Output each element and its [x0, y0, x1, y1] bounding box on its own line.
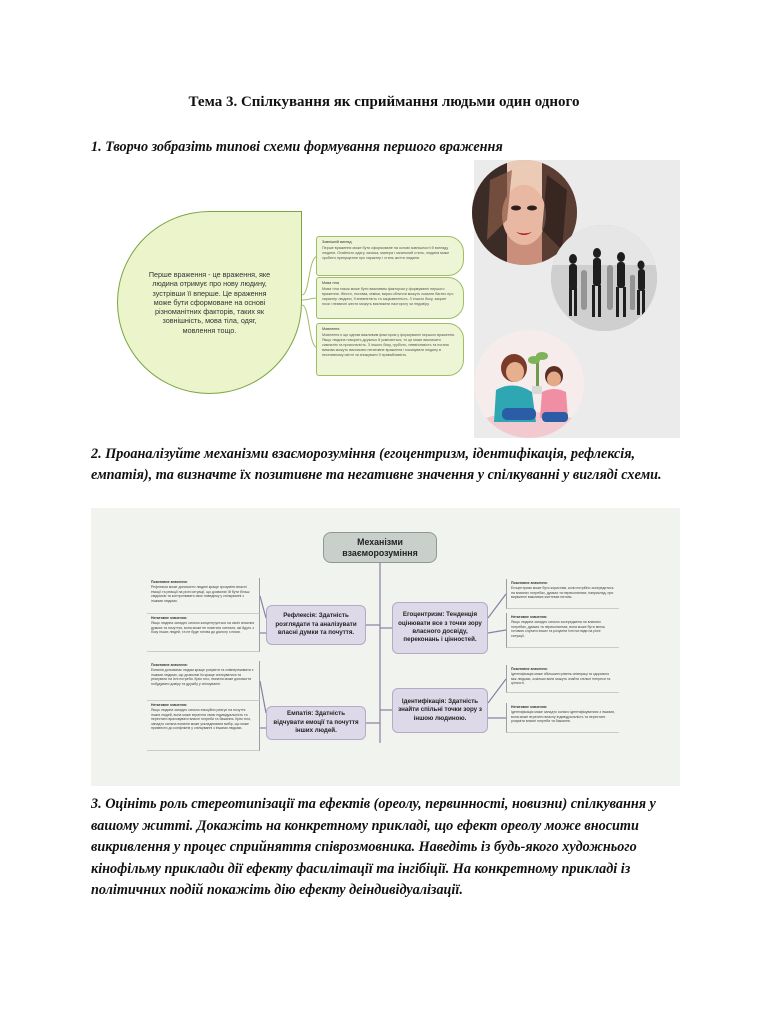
node-egocentrism: Егоцентризм: Тенденція оцінювати все з точки зору власного досвіду, переконань і цінностей. — [392, 602, 488, 654]
note-text: Ідентифікація може занадто сильно ідентифікуватися з іншими, вона може втратити власну індивідуальність та перестати розуміти власні потреби та бажання. — [511, 710, 615, 724]
note-heading: Негативне значення: — [511, 615, 548, 619]
note-text: Якщо людина занадто сильно зосереджена на власних потребах, думках та переконаннях, вона може бути менш готовою слухати інших та розуміти їхні погляди на різні ситуації. — [511, 620, 605, 638]
note-reflection-negative — [147, 614, 260, 652]
first-impression-definition-shape — [117, 211, 302, 394]
first-impression-definition-text: Перше враження - це враження, яке людина отримує про нову людину, зустрівши її вперше. Це враження може бути сформоване на основі різноманітних факторів, таких як зовнішність, мова тіла, одяг, мовлення тощо. — [148, 270, 271, 335]
factor-box-appearance — [316, 236, 464, 276]
mutual-understanding-mindmap — [91, 508, 680, 786]
factor-text: Мовлення є ще одним важливим фактором у формуванні першого враження. Якщо людина говорить дружньо й усміхається, то це може викликати симпатію та прихильність. З іншого боку, грубість, неввічливість та погана вимова можуть викликати негативне враження і показувати людину в негативному світлі чи знижувати її привабливість. — [322, 333, 455, 357]
factor-box-body-language — [316, 277, 464, 319]
note-heading: Позитивне значення: — [151, 663, 188, 667]
note-reflection-positive — [147, 578, 260, 614]
node-reflection: Рефлексія: Здатність розглядати та аналізувати власні думки та почуття. — [266, 605, 366, 645]
node-identification: Ідентифікація: Здатність знайти спільні точки зору з іншою людиною. — [392, 688, 488, 733]
note-heading: Позитивне значення: — [151, 580, 188, 584]
first-impression-scheme — [91, 160, 680, 438]
note-text: Ідентифікація може збільшити рівень співпраці та здорового між людьми, оскільки вони можуть знайти спільні інтереси та цінності. — [511, 672, 611, 686]
note-identification-positive — [506, 665, 619, 693]
note-heading: Позитивне значення: — [511, 667, 548, 671]
note-empathy-positive — [147, 661, 260, 701]
note-identification-negative — [506, 703, 619, 733]
factor-text: Перше враження може бути сформоване на основі зовнішності й вигляду людини. Охайність одягу, зачіска, манера і загальний стиль, людина може зробити припущення про характер і стиль життя людини. — [322, 246, 450, 260]
page-title: Тема 3. Спілкування як сприймання людьми один одного — [188, 94, 580, 110]
note-egocentrism-positive — [506, 579, 619, 609]
task-3-heading: 3. Оцініть роль стереотипізації та ефектів (ореолу, первинності, новизни) спілкування у вашому житті. Докажіть на конкретному прикладі, що ефект ореолу може вносити викривлення у процес сприйняття співрозмовника. Наведіть із будь-якого художнього кінофільму приклади дії ефекту фасилітації та інгібіції. На конкретному прикладі із політичних подій покажіть дію ефекту деіндивідуалізації. — [91, 796, 656, 898]
note-text: Рефлексія може допомогти людині краще зрозуміти власні емоції та реакції на різні ситуації, що дозволяє їй бути більш свідомою та контролювати своє поведінку у спілкуванні з іншими людьми. — [151, 585, 250, 603]
note-heading: Негативне значення: — [511, 705, 548, 709]
node-empathy: Емпатія: Здатність відчувати емоції та почуття інших людей. — [266, 706, 366, 740]
task-1-heading: 1. Творчо зобразіть типові схеми формування першого враження — [91, 139, 503, 155]
note-text: Егоцентризм може бути корисним, коли потрібно зосередитись на власних потребах, думках та переконаннях, наприклад, при вирішенні важливих життєвих питань. — [511, 586, 614, 600]
note-text: Якщо людина занадто сильно емоційно реагує на почуття інших людей, вона може втратити свою індивідуальність та перестати враховувати власні потреби та бажання. Крім того, занадто сильна емпатія може ускладнювати вибір, що може призвести до конфліктів у спілкуванні з іншими людьми. — [151, 708, 252, 731]
factor-heading: Мовлення — [322, 327, 340, 331]
note-heading: Негативне значення: — [151, 703, 188, 707]
note-heading: Позитивне значення: — [511, 581, 548, 585]
factor-heading: Мова тіла — [322, 281, 339, 285]
mindmap-root-node: Механізми взаєморозуміння — [323, 532, 437, 563]
factor-text: Мова тіла також може бути важливим фактором у формуванні першого враження. Жести, постава, міміка, вираз обличчя можуть сказати багато про характер людини, її впевненість та зацікавленість. З іншого боку, закриті пози і незвичні жести можуть викликати насторогу чи недовіру. — [322, 287, 454, 306]
silhouettes-photo — [551, 225, 657, 331]
friends-illustration — [474, 330, 584, 438]
factor-heading: Зовнішній вигляд — [322, 240, 352, 244]
note-empathy-negative — [147, 701, 260, 751]
note-egocentrism-negative — [506, 613, 619, 648]
note-heading: Негативне значення: — [151, 616, 188, 620]
note-text: Емпатія допомагає людям краще розуміти та співпереживати з іншими людьми, що дозволяє їм краще спілкуватися та реагувати на їхні потреби. Крім того, емпатія може допомогти побудувати довіру та дружбу у спілкуванні. — [151, 668, 254, 686]
note-text: Якщо людина занадто сильно концентрується на своїх власних думках та почуттях, вона може не помітити сигнали, які йдуть з боку інших людей, та не буде готова до діалогу з ними. — [151, 621, 255, 635]
task-2-heading: 2. Проаналізуйте механізми взаєморозуміння (егоцентризм, ідентифікація, рефлексія, емпатія), та визначте їх позитивне та негативне значення у спілкуванні у вигляді схеми. — [91, 446, 662, 483]
factor-box-speech — [316, 323, 464, 376]
